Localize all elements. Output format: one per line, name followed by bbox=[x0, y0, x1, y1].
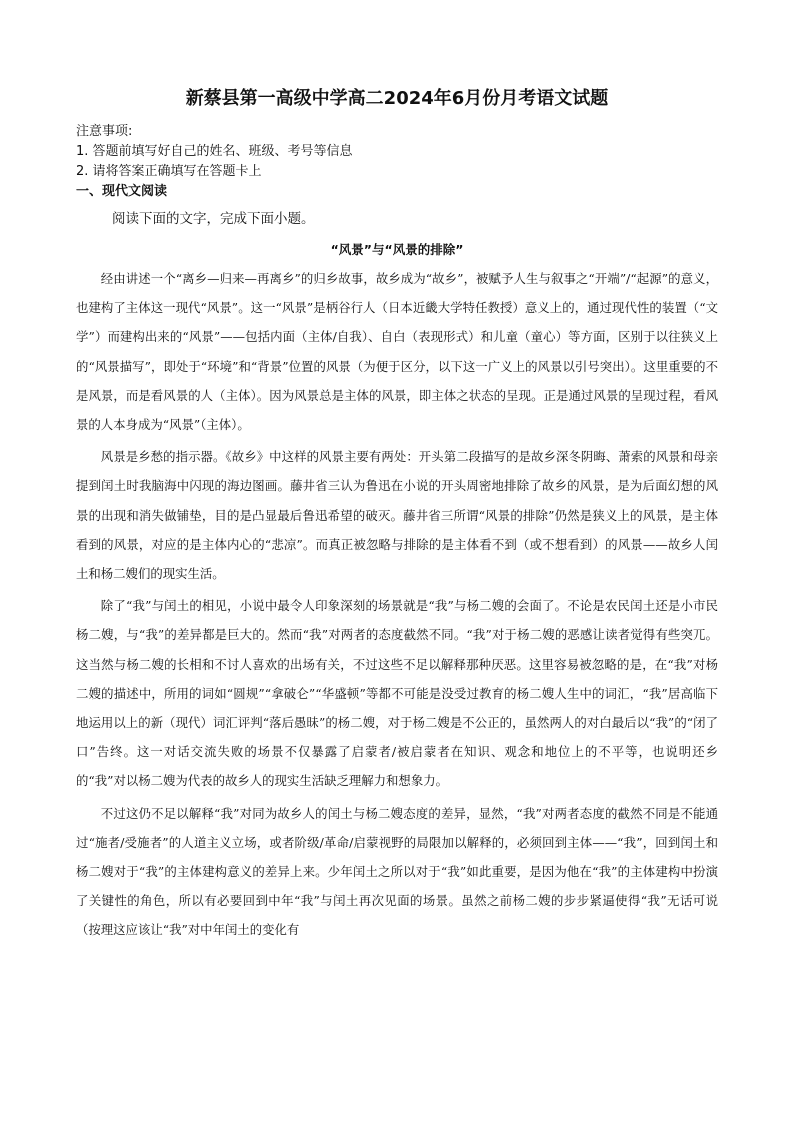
article-paragraph-2: 风景是乡愁的指示器。《故乡》中这样的风景主要有两处：开头第二段描写的是故乡深冬阴晦、萧索的风景和母亲提到闰土时我脑海中闪现的海边图画。藤井省三认为鲁迅在小说的开头周密地排除了故乡的风景，是为后面幻想的风景的出现和消失做铺垫，目的是凸显最后鲁迅希望的破灭。藤井省三所谓“风景的排除”仍然是狭义上的风景，是主体看到的风景，对应的是主体内心的“悲凉”。而真正被忽略与排除的是主体看不到（或不想看到）的风景——故乡人闰土和杨二嫂们的现实生活。 bbox=[76, 449, 718, 582]
page-title: 新蔡县第一高级中学高二2024年6月份月考语文试题 bbox=[185, 88, 609, 109]
article-paragraph-3: 除了“我”与闰土的相见，小说中最令人印象深刻的场景就是“我”与杨二嫂的会面了。不论是农民闰土还是小市民杨二嫂，与“我”的差异都是巨大的。然而“我”对两者的态度截然不同。“我”对于杨二嫂的恶感让读者觉得有些突兀。这当然与杨二嫂的长相和不讨人喜欢的出场有关，不过这些不足以解释那种厌恶。这里容易被忽略的是，在“我”对杨二嫂的描述中，所用的词如“圆规”“拿破仑”“华盛顿”等都不可能是没受过教育的杨二嫂人生中的词汇，“我”居高临下地运用以上的新（现代）词汇评判“落后愚昧”的杨二嫂，对于杨二嫂是不公正的，虽然两人的对白最后以“我”的“闭了口”告终。这一对话交流失败的场景不仅暴露了启蒙者/被启蒙者在知识、观念和地位上的不平等，也说明还乡的“我”对以杨二嫂为代表的故乡人的现实生活缺乏理解力和想象力。 bbox=[76, 598, 718, 789]
article-paragraph-1: 经由讲述一个“离乡—归来—再离乡”的归乡故事，故乡成为“故乡”，被赋予人生与叙事之“开端”/“起源”的意义，也建构了主体这一现代“风景”。这一“风景”是柄谷行人（日本近畿大学特任教授）意义上的，通过现代性的装置（“文学”）而建构出来的“风景”——包括内面（主体/自我）、自白（表现形式）和儿童（童心）等方面，区别于以往狭义上的“风景描写”，即处于“环境”和“背景”位置的风景（为便于区分，以下这一广义上的风景以引号突出）。这里重要的不是风景，而是看风景的人（主体）。因为风景总是主体的风景，即主体之状态的呈现。正是通过风景的呈现过程，看风景的人本身成为“风景”（主体）。 bbox=[76, 271, 718, 433]
notes-block bbox=[76, 122, 726, 202]
article-paragraph-4: 不过这仍不足以解释“我”对同为故乡人的闰土与杨二嫂态度的差异，显然，“我”对两者态度的截然不同是不能通过“施者/受施者”的人道主义立场，或者阶级/革命/启蒙视野的局限加以解释的，必须回到主体——“我”，回到闰土和杨二嫂对于“我”的主体建构意义的差异上来。少年闰土之所以对于“我”如此重要，是因为他在“我”的主体建构中扮演了关键性的角色，所以有必要回到中年“我”与闰土再次见面的场景。虽然之前杨二嫂的步步紧逼使得“我”无话可说（按理这应该让“我”对中年闰土的变化有 bbox=[76, 805, 718, 938]
notes-item-1: 1. 答题前填写好自己的姓名、班级、考号等信息 bbox=[76, 144, 353, 159]
notes-heading: 注意事项: bbox=[76, 124, 133, 139]
notes-item-2: 2. 请将答案正确填写在答题卡上 bbox=[76, 164, 262, 179]
article-body bbox=[76, 264, 718, 945]
reading-instruction: 阅读下面的文字，完成下面小题。 bbox=[112, 211, 315, 227]
article-title: “风景”与“风景的排除” bbox=[330, 242, 464, 257]
section-heading: 一、现代文阅读 bbox=[76, 184, 168, 199]
